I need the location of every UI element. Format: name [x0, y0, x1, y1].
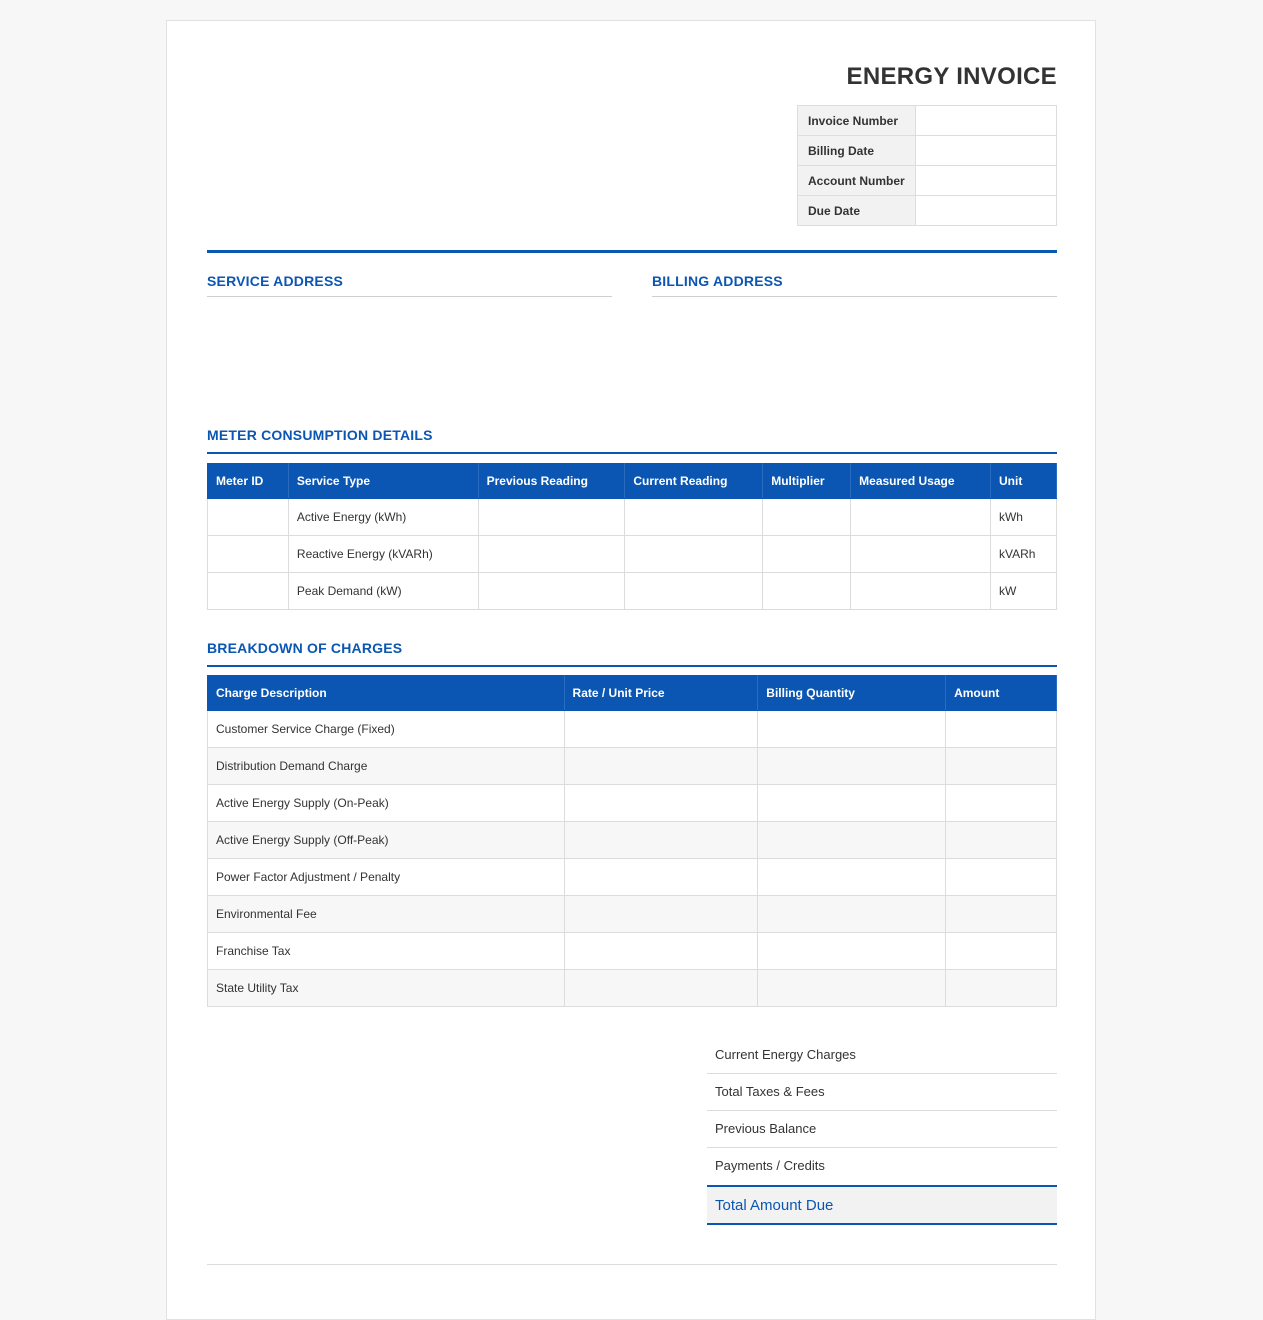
quantity-cell[interactable]: [758, 822, 946, 859]
charge-description-cell: Active Energy Supply (On-Peak): [208, 785, 565, 822]
meter-section-title: METER CONSUMPTION DETAILS: [207, 427, 433, 443]
measured-usage-cell[interactable]: [851, 499, 991, 536]
service-type-cell: Active Energy (kWh): [288, 499, 478, 536]
column-header: Previous Reading: [478, 464, 625, 499]
meter-section-header: [207, 427, 1057, 454]
rate-cell[interactable]: [564, 822, 758, 859]
multiplier-cell[interactable]: [763, 573, 851, 610]
current-reading-cell[interactable]: [625, 499, 763, 536]
table-row: [208, 711, 1057, 748]
meter-id-cell[interactable]: [208, 499, 289, 536]
column-header: Service Type: [288, 464, 478, 499]
unit-cell: kVARh: [990, 536, 1056, 573]
quantity-cell[interactable]: [758, 859, 946, 896]
summary-current-charges: Current Energy Charges: [707, 1037, 1057, 1074]
previous-reading-cell[interactable]: [478, 536, 625, 573]
service-type-cell: Reactive Energy (kVARh): [288, 536, 478, 573]
billing-date-field[interactable]: [916, 136, 1057, 166]
meter-header-row: [208, 464, 1057, 499]
charge-description-cell: Power Factor Adjustment / Penalty: [208, 859, 565, 896]
column-header: Multiplier: [763, 464, 851, 499]
meta-row-account-number: [798, 166, 1057, 196]
table-row: [208, 499, 1057, 536]
account-number-field[interactable]: [916, 166, 1057, 196]
rate-cell[interactable]: [564, 785, 758, 822]
quantity-cell[interactable]: [758, 711, 946, 748]
meter-consumption-table: [207, 463, 1057, 610]
meta-row-due-date: [798, 196, 1057, 226]
summary-previous-balance: Previous Balance: [707, 1111, 1057, 1148]
charge-description-cell: Distribution Demand Charge: [208, 748, 565, 785]
column-header: Current Reading: [625, 464, 763, 499]
invoice-number-field[interactable]: [916, 106, 1057, 136]
table-row: [208, 785, 1057, 822]
charges-header-row: [208, 676, 1057, 711]
quantity-cell[interactable]: [758, 748, 946, 785]
multiplier-cell[interactable]: [763, 499, 851, 536]
service-address-block: [207, 273, 612, 297]
unit-cell: kW: [990, 573, 1056, 610]
meta-label: Due Date: [798, 196, 916, 226]
quantity-cell[interactable]: [758, 896, 946, 933]
summary-payments-credits: Payments / Credits: [715, 1158, 825, 1173]
column-header: Measured Usage: [851, 464, 991, 499]
meta-label: Account Number: [798, 166, 916, 196]
meta-row-billing-date: [798, 136, 1057, 166]
summary-taxes-fees: Total Taxes & Fees: [707, 1074, 1057, 1111]
column-header: Rate / Unit Price: [564, 676, 758, 711]
summary-total-amount-due: Total Amount Due: [707, 1185, 1057, 1225]
meta-label: Invoice Number: [798, 106, 916, 136]
rate-cell[interactable]: [564, 748, 758, 785]
current-reading-cell[interactable]: [625, 573, 763, 610]
rate-cell[interactable]: [564, 970, 758, 1007]
invoice-meta-table: [797, 105, 1057, 226]
amount-cell[interactable]: [946, 748, 1057, 785]
meta-row-invoice-number: [798, 106, 1057, 136]
previous-reading-cell[interactable]: [478, 573, 625, 610]
column-header: Meter ID: [208, 464, 289, 499]
column-header: Amount: [946, 676, 1057, 711]
charge-description-cell: Active Energy Supply (Off-Peak): [208, 822, 565, 859]
amount-cell[interactable]: [946, 859, 1057, 896]
amount-cell[interactable]: [946, 970, 1057, 1007]
charge-description-cell: Customer Service Charge (Fixed): [208, 711, 565, 748]
due-date-field[interactable]: [916, 196, 1057, 226]
previous-reading-cell[interactable]: [478, 499, 625, 536]
charges-table: [207, 675, 1057, 1007]
multiplier-cell[interactable]: [763, 536, 851, 573]
amount-cell[interactable]: [946, 896, 1057, 933]
meter-id-cell[interactable]: [208, 573, 289, 610]
invoice-summary: [707, 1037, 1057, 1225]
table-row: [208, 933, 1057, 970]
amount-cell[interactable]: [946, 785, 1057, 822]
invoice-page: [166, 20, 1096, 1320]
charge-description-cell: State Utility Tax: [208, 970, 565, 1007]
table-row: [208, 573, 1057, 610]
charge-description-cell: Environmental Fee: [208, 896, 565, 933]
billing-address-block: [652, 273, 1057, 297]
column-header: Unit: [990, 464, 1056, 499]
current-reading-cell[interactable]: [625, 536, 763, 573]
column-header: Charge Description: [208, 676, 565, 711]
amount-cell[interactable]: [946, 933, 1057, 970]
table-row: [208, 896, 1057, 933]
rate-cell[interactable]: [564, 933, 758, 970]
charge-description-cell: Franchise Tax: [208, 933, 565, 970]
amount-cell[interactable]: [946, 822, 1057, 859]
footer-divider: [207, 1264, 1057, 1265]
rate-cell[interactable]: [564, 859, 758, 896]
rate-cell[interactable]: [564, 711, 758, 748]
service-type-cell: Peak Demand (kW): [288, 573, 478, 610]
meta-label: Billing Date: [798, 136, 916, 166]
invoice-title: ENERGY INVOICE: [846, 63, 1057, 90]
service-address-title: SERVICE ADDRESS: [207, 273, 344, 289]
measured-usage-cell[interactable]: [851, 573, 991, 610]
unit-cell: kWh: [990, 499, 1056, 536]
column-header: Billing Quantity: [758, 676, 946, 711]
billing-address-title: BILLING ADDRESS: [652, 273, 783, 289]
measured-usage-cell[interactable]: [851, 536, 991, 573]
meter-id-cell[interactable]: [208, 536, 289, 573]
charges-section-header: [207, 640, 1057, 667]
table-row: [208, 536, 1057, 573]
quantity-cell[interactable]: [758, 933, 946, 970]
table-row: [208, 748, 1057, 785]
header-divider: [207, 250, 1057, 253]
table-row: [208, 859, 1057, 896]
quantity-cell[interactable]: [758, 785, 946, 822]
charges-section-title: BREAKDOWN OF CHARGES: [207, 640, 403, 656]
table-row: [208, 822, 1057, 859]
quantity-cell[interactable]: [758, 970, 946, 1007]
rate-cell[interactable]: [564, 896, 758, 933]
table-row: [208, 970, 1057, 1007]
amount-cell[interactable]: [946, 711, 1057, 748]
